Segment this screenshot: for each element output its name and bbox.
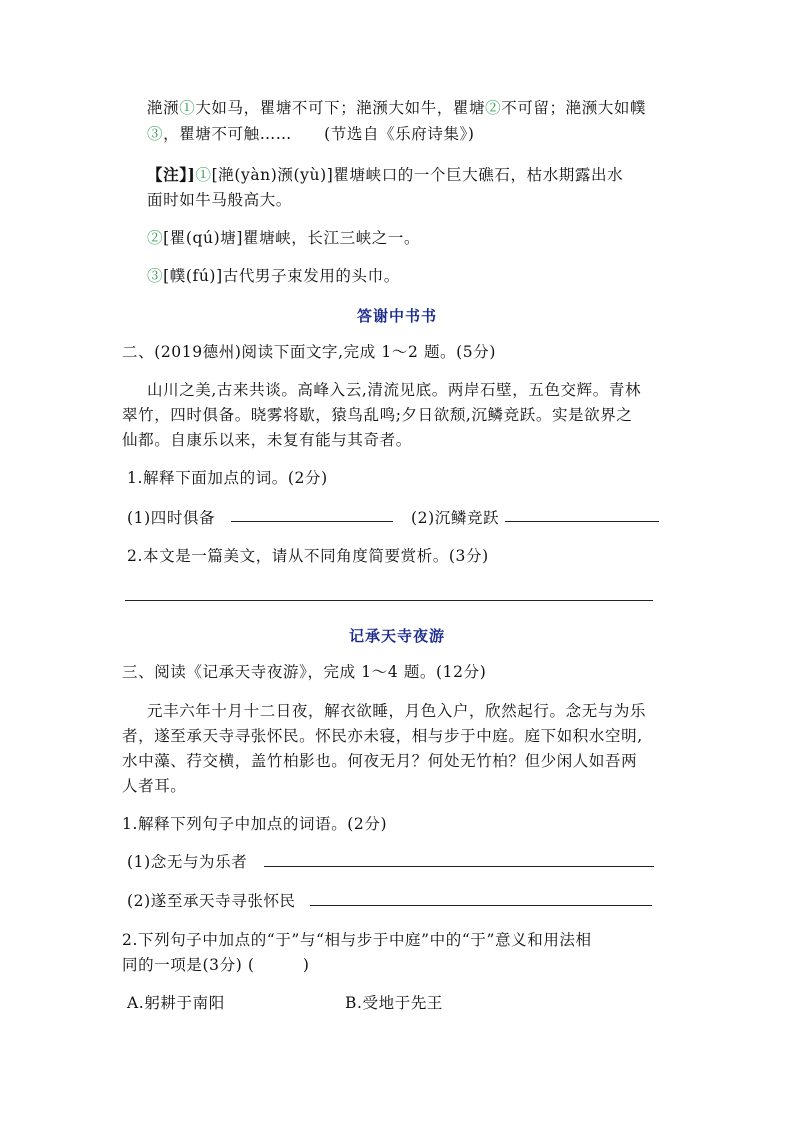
section-3-question-2-line-1: 2.下列句子中加点的“于”与“相与步于中庭”中的“于”意义和用法相: [122, 931, 592, 949]
note-1-continued: 面时如牛马般高大。: [147, 191, 292, 209]
note-2: ②[瞿(qú)塘]瞿塘峡，长江三峡之一。: [147, 229, 421, 247]
answer-blank-2-1a[interactable]: [231, 505, 393, 522]
section-3-passage-line-1: 元丰六年十月十二日夜，解衣欲睡，月色入户，欣然起行。念无与为乐: [147, 702, 647, 720]
section-2-title: 答谢中书书: [356, 307, 437, 325]
section-3-passage-line-2: 者，遂至承天寺寻张怀民。怀民亦未寝，相与步于中庭。庭下如积水空明,: [122, 727, 643, 745]
note-3: ③[幞(fú)]古代男子束发用的头巾。: [147, 267, 400, 285]
answer-blank-3-1a[interactable]: [264, 850, 654, 867]
section-3-passage-line-4: 人者耳。: [122, 777, 187, 795]
section-2-intro: 二、(2019德州)阅读下面文字,完成 1～2 题。(5分): [122, 343, 497, 361]
answer-blank-2-1b[interactable]: [505, 505, 659, 522]
answer-blank-3-1b[interactable]: [310, 889, 652, 906]
section-2-passage-line-2: 翠竹，四时俱备。晓雾将歇，猿鸟乱鸣;夕日欲颓,沉鳞竞跃。实是欲界之: [122, 406, 633, 424]
note-ref-1: ①: [179, 99, 196, 117]
option-a[interactable]: A.躬耕于南阳: [127, 994, 225, 1012]
section-3-passage-line-3: 水中藻、荇交横，盖竹柏影也。何夜无月？何处无竹柏？但少闲人如吾两: [122, 752, 638, 770]
note-label: 【注】]: [147, 165, 196, 184]
section-3-intro: 三、阅读《记承天寺夜游》，完成 1～4 题。(12分): [122, 663, 487, 681]
section-3-q1-item-b: (2)遂至承天寺寻张怀民: [127, 892, 296, 910]
option-b[interactable]: B.受地于先王: [345, 994, 444, 1012]
section-2-passage-line-1: 山川之美,古来共谈。高峰入云,清流见底。两岸石壁，五色交辉。青林: [147, 381, 642, 399]
section-2-question-1: 1.解释下面加点的词。(2分): [127, 469, 328, 487]
section-3-q1-item-a: (1)念无与为乐者: [127, 853, 248, 871]
section-2-q1-item-b: (2)沉鳞竞跃: [411, 509, 500, 527]
section-3-title: 记承天寺夜游: [348, 627, 445, 645]
note-ref-2: ②: [485, 99, 502, 117]
poem-line-1: 滟滪①大如马，瞿塘不可下；滟滪大如牛，瞿塘②不可留；滟滪大如幞: [147, 99, 647, 117]
note-1: 【注】]①[滟(yàn)滪(yù)]瞿塘峡口的一个巨大礁石，枯水期露出水: [147, 165, 624, 184]
section-3-question-2-line-2: 同的一项是(3分) ( ): [122, 956, 310, 974]
section-3-question-1: 1.解释下列句子中加点的词语。(2分): [122, 815, 388, 833]
section-2-passage-line-3: 仙都。自康乐以来，未复有能与其奇者。: [122, 431, 412, 449]
poem-line-2: ③，瞿塘不可触…… (节选自《乐府诗集》): [147, 125, 475, 143]
section-2-question-2: 2.本文是一篇美文，请从不同角度简要赏析。(3分): [127, 547, 489, 565]
section-2-q1-item-a: (1)四时俱备: [127, 509, 216, 527]
answer-line-2-2[interactable]: [125, 600, 653, 601]
note-ref-3: ③: [147, 125, 164, 143]
